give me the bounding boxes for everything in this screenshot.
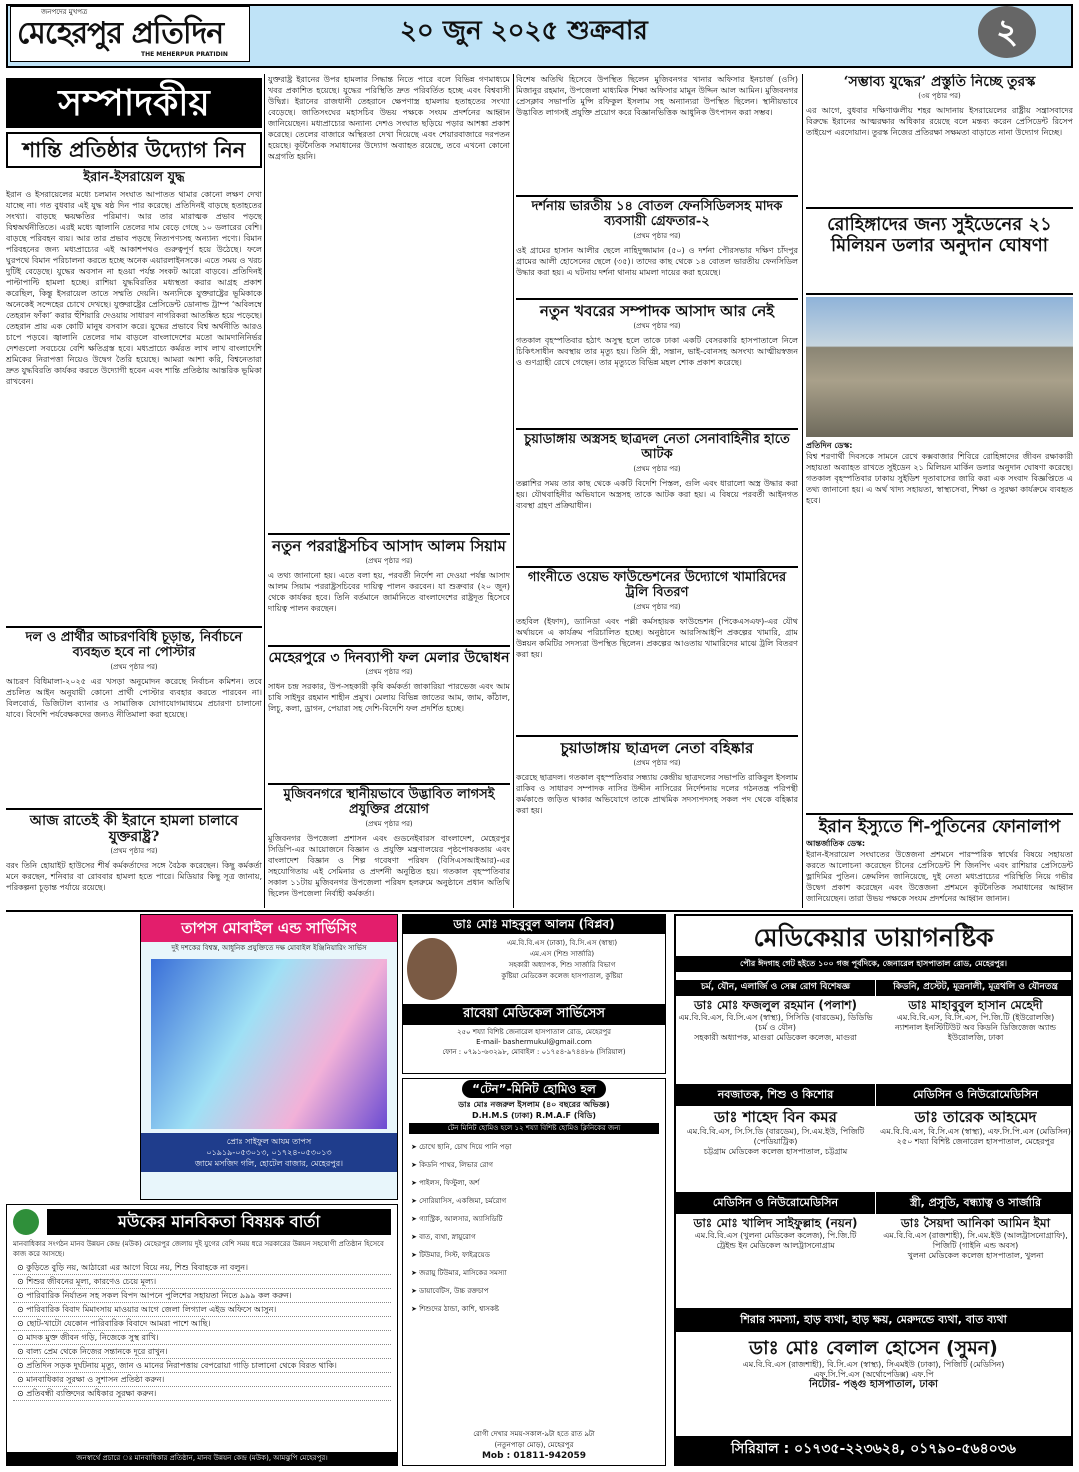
rohingya-camp-photo (806, 297, 1073, 437)
homeo-list-item: ➤ কিডনি পাথর, লিভার রোগ (411, 1160, 494, 1169)
doctor-name: ডাঃ মাহাবুবুল হাসান মেহেদী (908, 998, 1043, 1012)
homeo-list-item: ➤ ডায়াবেটিস, উচ্চ রক্তচাপ (411, 1286, 489, 1295)
clinic-phone: ফোন : ০৭৯১-৬৩২৯৮, মোবাইল : ০১৭৫৪-৯৭৪৪৮৬ (সিরিয়াল) (442, 1047, 626, 1056)
doctor-degree: এম.বি.বি.এস, বি.সি.এস, পি.জি.টি (ইউরোলজি) (896, 1013, 1055, 1023)
doctor-name: ডাঃ তারেক আহমেদ (914, 1108, 1037, 1126)
poster-headline: দল ও প্রার্থীর আচরণবিধি চূড়ান্ত, নির্বাচনে ব্যবহৃত হবে না পোস্টার (25, 630, 243, 660)
medicare-category: মেডিসিন ও নিউরোমেডিসিন (876, 1084, 1073, 1106)
column-rule (513, 74, 514, 908)
doctor-hospital: কুষ্টিয়া মেডিকেল কলেজ হাসপাতাল, কুষ্টিয়া (501, 972, 623, 981)
ads-divider (6, 910, 1073, 912)
fruit-fair-article (268, 645, 510, 780)
editorial-subhead: ইরান-ইসরায়েল যুদ্ধ (83, 170, 185, 186)
medicare-serial-phone: সিরিয়াল : ০১৭৩৫-২২৩৬২৪, ০১৭৯০-৫৬৪০৩৬ (676, 1436, 1071, 1464)
doctor-name: ডাঃ শাহেদ বিন কমর (714, 1108, 837, 1126)
lottery-sub: (প্রথম পৃষ্ঠার পর) (633, 231, 681, 240)
doctor-hospital: ট্রেইন্ড ইন মেডিকেল আলট্রাসনোগ্রাম (716, 1241, 835, 1251)
mouk-logo (13, 1209, 39, 1235)
mouk-list (7, 1259, 397, 1403)
doctor-name: ডাঃ মোঃ খালিদ সাইফুল্লাহ (নয়ন) (693, 1216, 858, 1230)
trolley-sub: (প্রথম পৃষ্ঠার পর) (633, 602, 681, 611)
doctor-degree: এম.বি.বি.এস, সি.সি.ডি (বারডেম), সি.এম.ইউ, পিজিটি (পেডিয়াট্রিক) (686, 1127, 865, 1147)
homeo-list (403, 1136, 665, 1320)
student-arrest-headline: চুয়াডাঙ্গায় অস্ত্রসহ ছাত্রদল নেতা সেনাবাহিনীর হাতে আটক (524, 432, 790, 462)
rohingya-dateline: প্রতিদিন ডেস্ক: (806, 441, 853, 450)
rohingya-article (806, 440, 1073, 810)
foreign-secy-body: এ তথ্য জানানো হয়। এতে বলা হয়, পরবর্তী নির্দেশ না দেওয়া পর্যন্ত আসাদ আলম সিয়াম পররাষ্ট্রসচিবের দায়িত্ব পালন করবেন। যা শুক্রবার (২০ জুন) থেকে কার্যকর হবে। তিনি বর্তমানে জার্মানিতে বাংলাদেশের রাষ্ট্রদূত হিসেবে দায়িত্ব পালন করছেন। (268, 571, 510, 614)
mobile-ad-tagline: দুই দশকের বিশ্বস্ত, আধুনিক প্রযুক্তিতে দক্ষ মোবাইল ইঞ্জিনিয়ারিং সার্ভিস (171, 944, 367, 953)
trolley-body: তহবিল (ইফাদ), ড্যানিডা এবং পল্লী কর্মসহায়ক ফাউন্ডেশন (পিকেএসএফ)-এর যৌথ অর্থায়নে এ কার্যক্রম পরিচালিত হচ্ছে। অনুষ্ঠানে আরসিআইপি প্রকল্পের খামারি, গ্রাম উন্নয়ন কমিটির সদস্যরা উপস্থিত ছিলেন। প্রকল্পের আওতায় খামারিদের মাঝে ট্রলি বিতরণ করা হয়। (516, 616, 798, 659)
us-attack-body: বরং তিনি হোয়াইট হাউসের শীর্ষ কর্মকর্তাদের সঙ্গে বৈঠক করেছেন। কিছু কর্মকর্তা মনে করছেন, শনিবার বা রোববার হামলা হতে পারে। মিডিয়ার কিছু সূত্র জানায়, পরিকল্পনা চূড়ান্ত পর্যায়ে রয়েছে। (6, 861, 262, 893)
putin-body: ইরান-ইসরায়েল সংঘাতের উত্তেজনা প্রশমনে পারস্পরিক স্বার্থের বিষয়ে সহায়তা করতে আলোচনা করেছেন চীনের প্রেসিডেন্ট শি জিনপিং এবং রাশিয়ার প্রেসিডেন্ট ভ্লাদিমির পুতিন। ক্রেমলিন জানিয়েছে, দুই নেতা মধ্যপ্রাচ্যের পরিস্থিতি নিয়ে গভীর উদ্বেগ প্রকাশ করেছেন এবং উত্তেজনা প্রশমনে কূটনৈতিক সমাধানের আহ্বান জানিয়েছেন। তারা উভয় পক্ষকে সংযম প্রদর্শনের আহ্বান জানান। (806, 849, 1073, 903)
mouk-intro: মানবাধিকার সংগঠন মানব উন্নয়ন কেন্দ্র (মউক) মেহেরপুর জেলায় দুই যুগের বেশি সময় ধরে সরকারের উন্নয়ন সহযোগী প্রতিষ্ঠান হিসেবে কাজ করে আসছে। (13, 1240, 384, 1259)
student-arrest-article (516, 428, 798, 563)
homeo-mobile: Mob : 01811-942059 (481, 1451, 587, 1461)
doctor-ad (402, 914, 666, 1074)
mouk-list-item: ⊙ শিশুর জীবনের মূল্য, কারণেও চেয়ে মূল্য। (13, 1275, 391, 1289)
mouk-title: মউকের মানবিকতা বিষয়ক বার্তা (47, 1209, 391, 1235)
doctor-hospital: ন্যাশনাল ইনস্টিটিউট অব কিডনি ডিজিজেজ অ্যান্ড ইউরোলজি, ঢাকা (895, 1023, 1056, 1043)
trolley-headline: গাংনীতে ওয়েভ ফাউন্ডেশনের উদ্যোগে খামারিদের ট্রলি বিতরণ (527, 570, 787, 600)
doctor-hospital: চট্টগ্রাম মেডিকেল কলেজ হাসপাতাল, চট্টগ্রাম (703, 1147, 848, 1157)
turkey-headline: ‘সম্ভাব্য যুদ্ধের’ প্রস্তুতি নিচ্ছে তুরস্ক (843, 74, 1036, 90)
phones-illustration (151, 959, 387, 1129)
doctor-degree: এম.বি.বি.এস (রাজশাহী), সি.এম.ইউ (আলট্রাসনোগ্রাফি), পিজিটি (গাইনি এন্ড অবস) (883, 1231, 1068, 1251)
editor-dead-headline: নতুন খবরের সম্পাদক আসাদ আর নেই (539, 302, 775, 320)
mouk-list-item: ⊙ প্রতিবন্ধী ব্যক্তিদের অধিকার সুরক্ষা করুন। (13, 1387, 391, 1401)
mobile-ad-proprietor: প্রোঃ সাইফুল আযম তাপস (226, 1137, 312, 1147)
homeo-list-item: ➤ সোরিয়াসিস, একজিমা, চর্মরোগ (411, 1196, 507, 1205)
us-attack-article (6, 808, 262, 908)
homeo-doctor: ডাঃ মোঃ নজরুল ইসলাম (৪০ বছরের অভিজ্ঞ) (458, 1100, 610, 1110)
medicare-address: পৌর ঈদগাহ গেট হইতে ১০০ গজ পূর্বদিকে, জেনারেল হাসপাতাল রোড, মেহেরপুর। (676, 956, 1071, 972)
doctor-name: ডাঃ মোঃ ফজলুল রহমান (পলাশ) (693, 998, 858, 1012)
mouk-list-item: ⊙ প্রতিদিন সড়ক দুর্ঘটনায় মৃত্যু, জান ও মানের নিরাপত্তায় বেপরোয়া গাড়ি চালানো থেকে বিরত থাকি। (13, 1359, 391, 1373)
column2-top (268, 74, 510, 529)
mouk-ad (6, 1204, 398, 1466)
homeo-list-item: ➤ বাত, ব্যথা, স্নায়ুরোগ (411, 1232, 476, 1241)
masthead-name: মেহেরপুর প্রতিদিন (17, 16, 224, 51)
medicare-category: স্ত্রী, প্রসূতি, বন্ধ্যাত্ব ও সার্জারি (876, 1192, 1073, 1214)
trolley-article (516, 566, 798, 731)
foreign-secy-sub: (প্রথম পৃষ্ঠার পর) (365, 557, 413, 566)
editor-dead-body: গতকাল বৃহস্পতিবার হঠাৎ অসুস্থ হলে তাকে ঢাকা একটি বেসরকারি হাসপাতালে নিলে চিকিৎসাধীন অবস্থায় তার মৃত্যু হয়। তিনি স্ত্রী, সন্তান, ভাই-বোনসহ অসংখ্য আত্মীয়স্বজন ও গুণগ্রাহী রেখে গেছেন। তার মৃত্যুতে বিভিন্ন মহল শোক প্রকাশ করেছে। (516, 336, 798, 368)
medicare-title: মেডিকেয়ার ডায়াগনষ্টিক (753, 923, 994, 952)
editor-dead-sub: (প্রথম পৃষ্ঠার পর) (633, 322, 681, 331)
column2-top-body: যুক্তরাষ্ট্র ইরানের উপর হামলার সিদ্ধান্ত নিতে পারে বলে বিভিন্ন গণমাধ্যমে খবর প্রকাশিত হয়েছে। যুদ্ধের পরিস্থিতি দ্রুত পরিবর্তিত হচ্ছে এবং বিশ্ববাসী উদ্বিগ্ন। ইরানের রাজধানী তেহরানে ক্ষেপণাস্ত্র হামলায় হতাহতের সংখ্যা বেড়েছে। জাতিসংঘের মহাসচিব উভয় পক্ষকে সংযম প্রদর্শনের আহ্বান জানিয়েছেন। মধ্যপ্রাচ্যের অন্যান্য দেশও সংঘাত ছড়িয়ে পড়ার আশঙ্কা প্রকাশ করেছে। তেলের বাজারে অস্থিরতা দেখা দিয়েছে এবং শেয়ারবাজারে দরপতন হয়েছে। কূটনৈতিক সমাধানের উদ্যোগ অব্যাহত রয়েছে, তবে এখনো কোনো অগ্রগতি হয়নি। (268, 75, 510, 161)
editorial-column (6, 132, 262, 622)
expelled-body: করেছে ছাত্রদল। গতকাল বৃহস্পতিবার সন্ধ্যায় কেন্দ্রীয় ছাত্রদলের সভাপতি রাকিবুল ইসলাম রাকিব ও সাধারণ সম্পাদক নাসির উদ্দীন নাসিরের নির্দেশনায় দলের গঠনতন্ত্র পরিপন্থী কর্মকাণ্ডে জড়িত থাকার অভিযোগে তাকে প্রাথমিক সদস্যপদসহ সকল পদ থেকে বহিষ্কার করা হয়। (516, 773, 798, 816)
technology-headline: মুজিবনগরে স্থানীয়ভাবে উদ্ভাবিত লাগসই প্রযুক্তির প্রয়োগ (283, 787, 495, 817)
doctor-hospital: ২৫০ শয্যা বিশিষ্ট জেনারেল হাসপাতাল, মেহেরপুর (896, 1137, 1055, 1147)
turkey-article (806, 74, 1073, 204)
student-arrest-sub: (প্রথম পৃষ্ঠার পর) (633, 464, 681, 473)
poster-article (6, 626, 262, 806)
editorial-headline: শান্তি প্রতিষ্ঠার উদ্যোগ নিন (6, 132, 262, 168)
doctor-name: ডাঃ মোঃ বেলাল হোসেন (সুমন) (749, 1337, 998, 1359)
page-number: ২ (978, 6, 1036, 58)
clinic-address: ২৫০ শয্যা বিশিষ্ট জেনারেল হাসপাতাল রোড, মেহেরপুর (456, 1027, 612, 1036)
mouk-list-item: ⊙ মানবাধিকার সুরক্ষা ও সুশাসন প্রতিষ্ঠা করুন। (13, 1373, 391, 1387)
turkey-sub: (৩য় পৃষ্ঠার পর) (918, 92, 961, 101)
doctor-degree: এম.বি.বি.এস, বি.সি.এস (স্বাস্থ্য), সিসিডি (বারডেম), ডিডিভি (চর্ম ও যৌন) (678, 1013, 873, 1033)
doctor-avatar (407, 938, 457, 1000)
mouk-list-item: ⊙ কুড়িতে বুড়ি নয়, আঠারো এর আগে বিয়ে নয়, শিশু বিবাহকে না বলুন। (13, 1261, 391, 1275)
student-arrest-body: তল্লাশির সময় তার কাছ থেকে একটি বিদেশি পিস্তল, গুলি এবং ধারালো অস্ত্র উদ্ধার করা হয়। যৌথবাহিনীর অভিযানে অস্ত্রসহ তাকে আটক করা হয়। এ বিষয়ে পরবর্তী আইনগত ব্যবস্থা গ্রহণ প্রক্রিয়াধীন। (516, 478, 798, 510)
doctor-degree: এম.এস (শিশু সার্জারি) (529, 950, 595, 959)
rohingya-body: বিশ্ব শরণার্থী দিবসকে সামনে রেখে কক্সবাজার শিবিরে রোহিঙ্গাদের জীবন রক্ষাকারী সহায়তা অব্যাহত রাখতে সুইডেন ২১ মিলিয়ন মার্কিন ডলার অনুদান ঘোষণা করেছে। গতকাল বৃহস্পতিবার ঢাকায় সুইডিশ দূতাবাসের জারি করা এক সংবাদ বিজ্ঞপ্তিতে এ তথ্য জানানো হয়। এ অর্থ খাদ্য সহায়তা, স্বাস্থ্যসেবা, শিক্ষা ও সুরক্ষা কার্যক্রমে ব্যবহৃত হবে। (806, 452, 1073, 505)
mouk-list-item: ⊙ মাদক মুক্ত জীবন গড়ি, নিজেকে সুস্থ রাখি। (13, 1331, 391, 1345)
us-attack-headline: আজ রাতেই কী ইরানে হামলা চালাবে যুক্তরাষ্ট্র? (29, 813, 239, 846)
doctor-degree: এম.বি.বি.এস (খুলনা মেডিকেল কলেজ), পি.জি.টি (694, 1231, 857, 1241)
mouk-list-item: ⊙ বাল্য প্রেম থেকে নিজের সন্তানকে দূরে রাখুন। (13, 1345, 391, 1359)
doctor-hospital: সহকারী অধ্যাপক, মাগুরা মেডিকেল কলেজ, মাগুরা (694, 1033, 857, 1043)
rohingya-headline: রোহিঙ্গাদের জন্য সুইডেনের ২১ মিলিয়ন ডলার অনুদান ঘোষণা (827, 214, 1052, 256)
expelled-article (516, 735, 798, 908)
doctor-hospital: নিটোর- পঙ্গু হাসপাতাল, ঢাকা (809, 1379, 938, 1391)
doctor-name: ডাঃ মোঃ মাহবুবুল আলম (বিপ্লব) (403, 915, 665, 934)
editor-dead-article (516, 298, 798, 423)
doctor-hospital: খুলনা মেডিকেল কলেজ হাসপাতাল, খুলনা (907, 1251, 1044, 1261)
homeo-list-item: ➤ গ্যাস্ট্রিক, আলসার, অ্যাসিডিটি (411, 1214, 503, 1223)
homeo-list-item: ➤ টিউমার, সিস্ট, ফাইব্রয়েড (411, 1250, 490, 1259)
mouk-list-item: ⊙ ছোট-খাটো যেকোন পারিবারিক বিবাদে আমরা পাশে আছি। (13, 1317, 391, 1331)
expelled-headline: চুয়াডাঙ্গায় ছাত্রদল নেতা বহিষ্কার (560, 739, 754, 757)
doctor-position: সহকারী অধ্যাপক, শিশু সার্জারি বিভাগ (508, 961, 616, 970)
masthead-tagline: জনপদের মুখপত্র (41, 8, 88, 16)
editorial-body: ইরান ও ইসরায়েলের মধ্যে চলমান সংঘাত আপাতত থামার কোনো লক্ষণ দেখা যাচ্ছে না। গত বুধবার এই যুদ্ধ ষষ্ঠ দিন পার করেছে। প্রতিদিনই বাড়ছে হতাহতের সংখ্যা। বাড়ছে ক্ষয়ক্ষতির পরিমাণ। আর তার মারাত্মক প্রভাব পড়ছে বিশ্বঅর্থনীতিতে। এরই মধ্যে জ্বালানি তেলের দাম বেড়ে গেছে ১০ ডলারের বেশি। বাড়ছে পরিবহন ব্যয়। আর তার প্রভাব পড়ছে নিত্যপণ্যসহ অন্যান্য পণ্যে। বিমান পরিবহনের জন্য মধ্যপ্রাচ্যের এই আকাশপথও গুরুত্বপূর্ণ হয়ে উঠেছে। ফলে ঘুরপথে বিমান পরিচালনা করতে হচ্ছে অনেক এয়ারলাইনসকে। এতে সময় ও খরচ দুটিই বেড়েছে। যুদ্ধের অবসান না হওয়া পর্যন্ত সংকট আরো বাড়বে। প্রতিদিনই পাল্টাপাল্টি হামলা হচ্ছে। রাশিয়া যুদ্ধবিরতির মধ্যস্থতা করার আগ্রহ প্রকাশ করেছিল, কিন্তু ইসরায়েল তাতে সম্মতি দেয়নি। অন্যদিকে যুক্তরাষ্ট্রের ভূমিকাকে অনেকেই সন্দেহের চোখে দেখছে। যুক্তরাষ্ট্রের প্রেসিডেন্ট ডোনাল্ড ট্রাম্প ‘অবিলম্বে তেহরান ফাঁকা’ করার হুঁশিয়ারি দেওয়ায় সাধারণ নাগরিকরা আতঙ্কিত হয়ে পড়েছে। তেহরান প্রায় এক কোটি মানুষ বসবাস করে। যুদ্ধের প্রভাবে বিশ্ব অর্থনীতি আরও চাপে পড়বে। জ্বালানি তেলের দাম বাড়লে বাংলাদেশের মতো আমদানিনির্ভর দেশগুলো সবচেয়ে বেশি ক্ষতিগ্রস্ত হবে। মধ্যপ্রাচ্যে কর্মরত লাখ লাখ বাংলাদেশি শ্রমিকের নিরাপত্তা নিয়েও উদ্বেগ তৈরি হয়েছে। আমরা আশা করি, বিশ্বনেতারা দ্রুত যুদ্ধবিরতি কার্যকর করতে উদ্যোগী হবেন এবং শান্তি প্রতিষ্ঠায় আন্তরিক ভূমিকা রাখবেন। (6, 190, 262, 387)
poster-sub: (প্রথম পৃষ্ঠার পর) (110, 662, 158, 671)
homeo-ad (402, 1078, 666, 1466)
mobile-ad-title: তাপস মোবাইল এন্ড সার্ভিসিং (141, 915, 397, 942)
homeo-list-item: ➤ পাইলস, ফিস্টুলা, অর্শ (411, 1178, 480, 1187)
doctor-degree: এম.বি.বি.এস (ঢাকা), বি.সি.এস (স্বাস্থ্য) (506, 939, 618, 948)
homeo-list-item: ➤ শিশুদের ঠান্ডা, কাশি, শ্বাসকষ্ট (411, 1304, 499, 1313)
foreign-secy-article (268, 533, 510, 643)
clinic-email: E-mail- bashermukul@gmail.com (476, 1037, 592, 1046)
mobile-ad-phone: ০১৯১৯-০৫৩০১৩, ০১৭২৪-০৫৩০১৩ (206, 1148, 332, 1158)
medicare-category: কিডনি, প্রস্টেট, মূত্রনালী, মূত্রথলি ও যৌনতন্ত্র (876, 980, 1073, 996)
turkey-body: এর আগে, বুধবার দক্ষিণাঞ্চলীয় শহর আদানায় ইসরায়েলের রাষ্ট্রীয় সন্ত্রাসবাদের বিরুদ্ধে ইরানের আত্মরক্ষার অধিকার রয়েছে বলে মন্তব্য করেন প্রেসিডেন্ট রিসেপ তাইয়েপ এরদোয়ান। তুরস্ক নিজের প্রতিরক্ষা সক্ষমতা বাড়াতে নানা উদ্যোগ নিচ্ছে। (806, 106, 1073, 138)
putin-article (806, 813, 1073, 908)
expelled-sub: (প্রথম পৃষ্ঠার পর) (633, 759, 681, 768)
mobile-shop-ad (140, 914, 398, 1200)
mouk-list-item: ⊙ পারিবারিক বিবাদ মিমাংসায় মাওয়ার আগে জেলা লিগ্যাল এইড অফিসে আসুন। (13, 1303, 391, 1317)
medicare-ad (674, 914, 1073, 1466)
homeo-list-item: ➤ জরায়ু টিউমার, মাসিকের সমস্যা (411, 1268, 507, 1277)
homeo-title: “টেন”-মিনিট হোমিও হল (462, 1080, 606, 1098)
medicare-category: মেডিসিন ও নিউরোমেডিসিন (676, 1192, 875, 1214)
us-attack-sub: (প্রথম পৃষ্ঠার পর) (110, 847, 158, 856)
poster-body: আচরণ বিধিমালা-২০২৫ এর খসড়া অনুমোদন করেছে নির্বাচন কমিশন। তবে প্রচলিত আইন অনুযায়ী কোনো প্রার্থী পোস্টার ব্যবহার করতে পারবেন না। বিলবোর্ড, ডিজিটাল ব্যানার ও সামাজিক যোগাযোগমাধ্যমে প্রচারণা চালানো যাবে। বিদেশি পর্যবেক্ষকদের জন্যও নীতিমালা করা হয়েছে। (6, 676, 262, 719)
homeo-list-item: ➤ চোখে ছানি, চোখ দিয়ে পানি পড়া (411, 1142, 512, 1151)
putin-headline: ইরান ইস্যুতে শি-পুতিনের ফোনালাপ (818, 817, 1061, 837)
lottery-body: ওই গ্রামের হাসান আলীর ছেলে নাহিদুজ্জামান (৫০) ও দর্শনা পৌরসভার দক্ষিণ চাঁদপুর গ্রামের আলী হোসেনের ছেলে (৩৫)। তাদের কাছ থেকে ১৪ বোতল ভারতীয় ফেনসিডিল উদ্ধার করা হয়। এ ঘটনায় দর্শনা থানায় মামলা দায়ের করা হয়েছে। (516, 245, 798, 277)
doctor-degree: এম.বি.বি.এস (রাজশাহী), বি.সি.এস (স্বাস্থ্য), সিএমইউ (ঢাকা), পিজিটি (মেডিসিন) (742, 1360, 1005, 1370)
homeo-tagline: টেন মিনিট হোমিও হলে ১২ শয্যা বিশিষ্ট হোমিও ক্লিনিকের জন্য (409, 1123, 659, 1134)
homeo-time: রোগী দেখার সময়-সকাল-৯টা হতে রাত ৯টা (473, 1430, 595, 1438)
column3-top-body: বিশেষ অতিথি হিসেবে উপস্থিত ছিলেন মুজিবনগর খানার অফিসার ইনচার্জ (ওসি) মিজানুর রহমান, উপজেলা মাধ্যমিক শিক্ষা অফিসার মামুন উদ্দিন আল আমিন। মুজিবনগর প্রেসক্লাব সভাপতি মুন্সি রফিকুল ইসলাম সহ অন্যান্যরা উপস্থিত ছিলেন। স্থানীয়ভাবে উদ্ভাবিত লাগসই প্রযুক্তি প্রয়োগ করে বিজ্ঞানভিত্তিক আধুনিক উৎপাদন করা সম্ভব। (516, 75, 798, 117)
clinic-name: রাবেয়া মেডিকেল সার্ভিসেস (403, 1004, 665, 1025)
mouk-list-item: ⊙ পারিবারিক নির্যাতন সহ সকল বিপদ আপনে পুলিশের সহায়তা নিতে ৯৯৯ কল করুন। (13, 1289, 391, 1303)
technology-body: মুজিবনগর উপজেলা প্রশাসন এবং গুডনেইবারস বাংলাদেশ, মেহেরপুর সিডিপি-এর আয়োজনে বিজ্ঞান ও প্রযুক্তি মন্ত্রণালয়ের পৃষ্ঠপোষকতায় এবং বাংলাদেশ বিজ্ঞান ও শিল্প গবেষণা পরিষদ (বিসিএসআইআর)-এর সহযোগিতায় এই সেমিনার ও প্রদর্শনী অনুষ্ঠিত হয়। গতকাল বৃহস্পতিবার সকাল ১১টায় মুজিবনগর উপজেলা পরিষদ হলরুমে অনুষ্ঠানে প্রধান অতিথি ছিলেন উপজেলা নির্বাহী কর্মকর্তা। (268, 833, 510, 898)
fruit-fair-sub: (প্রথম পৃষ্ঠার পর) (365, 668, 413, 677)
technology-article (268, 783, 510, 908)
doctor-degree: এফ.সি.পি.এস (অর্থোপেডিক্স) এফ.পি (813, 1370, 934, 1380)
doctor-name: ডাঃ সৈয়দা আনিকা আমিন ইমা (900, 1216, 1051, 1230)
rohingya-headline-box (806, 207, 1073, 295)
column-rule (802, 74, 803, 908)
masthead (10, 6, 250, 62)
technology-sub: (প্রথম পৃষ্ঠার পর) (365, 819, 413, 828)
masthead-english: THE MEHERPUR PRATIDIN (141, 51, 228, 58)
doctor-degree: এম.বি.বি.এস, বি.সি.এস (স্বাস্থ্য), এফ.সি.পি.এস (মেডিসিন) (880, 1127, 1071, 1137)
editorial-label: সম্পাদকীয় (6, 78, 262, 128)
column3-top (516, 74, 798, 192)
mouk-footer: জনস্বার্থে প্রচারে ঃ মানবাধিকার প্রতিষ্ঠান, মানব উন্নয়ন কেন্দ্র (মউক), আমঝুপি মেহেরপুর। (7, 1452, 397, 1465)
medicare-category: নবজাতক, শিশু ও কিশোর (676, 1084, 875, 1106)
column-rule (264, 74, 265, 908)
fruit-fair-body: সাধন চন্দ্র সরকার, উপ-সহকারী কৃষি কর্মকর্তা জাকারিয়া পারভেজ এবং আম চাষি সাইদুর রহমান শাহীন প্রমুখ। মেলায় বিভিন্ন জাতের আম, জাম, কাঁঠাল, লিচু, কলা, ড্রাগন, পেয়ারা সহ দেশি-বিদেশি ফল প্রদর্শিত হচ্ছে। (268, 682, 510, 714)
mobile-ad-address: জামে মসজিদ গলি, হোটেল বাজার, মেহেরপুর। (195, 1159, 343, 1169)
foreign-secy-headline: নতুন পররাষ্ট্রসচিব আসাদ আলম সিয়াম (272, 537, 506, 555)
fruit-fair-headline: মেহেরপুরে ৩ দিনব্যাপী ফল মেলার উদ্বোধন (268, 650, 510, 666)
homeo-degree: D.H.M.S (ঢাকা) R.M.A.F (বিডি) (471, 1110, 597, 1120)
lottery-headline: দর্শনায় ভারতীয় ১৪ বোতল ফেনসিডিলসহ মাদক ব্যবসায়ী গ্রেফতার-২ (531, 199, 783, 229)
homeo-address: (নতুনপাড়া মোড়), মেহেরপুর (494, 1441, 574, 1449)
issue-date: ২০ জুন ২০২৫ শুক্রবার (400, 16, 648, 46)
medicare-category: শিরার সমস্যা, হাড় ব্যথা, হাড় ক্ষয়, মেরুদন্ডে ব্যথা, বাত ব্যথা (676, 1308, 1071, 1332)
medicare-category: চর্ম, যৌন, এলার্জি ও সেক্স রোগ বিশেষজ্ঞ (676, 980, 875, 996)
lottery-article (516, 195, 798, 295)
putin-dateline: আন্তর্জাতিক ডেস্ক: (806, 838, 866, 848)
